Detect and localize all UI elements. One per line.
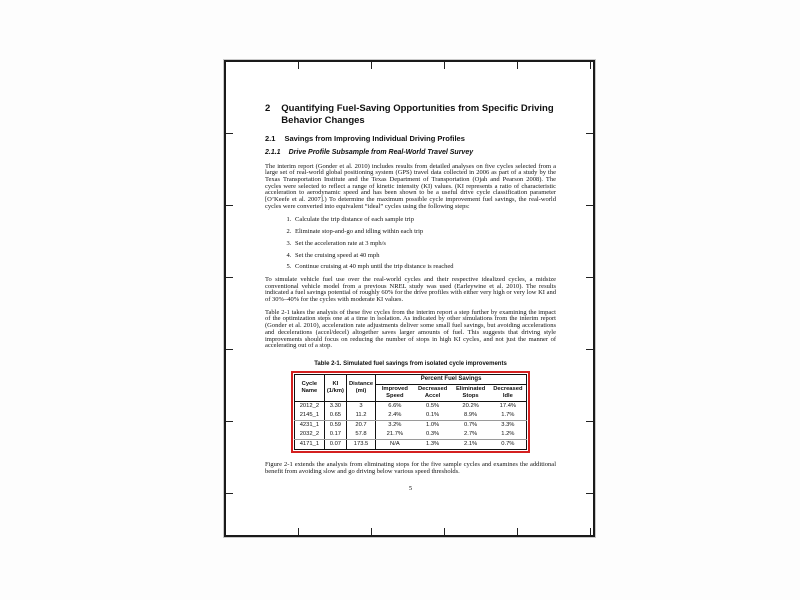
subsubsection-number: 2.1.1 [265, 149, 281, 156]
col-header-improved-speed: Improved Speed [381, 385, 408, 399]
col-header-decreased-idle: Decreased Idle [493, 385, 523, 399]
fuel-savings-table [294, 374, 527, 450]
table-row [294, 401, 526, 411]
cell: 17.4% [499, 402, 517, 409]
cell: 2145_1 [294, 411, 324, 421]
cell: 173.5 [346, 439, 375, 449]
col-group-header-percent-fuel-savings: Percent Fuel Savings [376, 374, 527, 384]
cell: N/A [390, 440, 400, 447]
cell: 0.17 [324, 430, 346, 440]
col-header-distance: Distance (mi) [346, 374, 375, 401]
cell: 1.7% [490, 411, 527, 421]
list-item: 3. Set the acceleration rate at 3 mph/s [293, 241, 556, 248]
subsubsection-title: Drive Profile Subsample from Real-World Travel Survey [288, 149, 474, 156]
cell: 3.30 [324, 401, 346, 411]
cell: 1.0% [426, 421, 440, 428]
cell: 2012_2 [294, 401, 324, 411]
cell: 0.7% [464, 421, 478, 428]
col-header-ki: KI (1/km) [324, 374, 346, 401]
table-caption: Table 2-1. Simulated fuel savings from isolated cycle improvements [314, 360, 507, 367]
paragraph: To simulate vehicle fuel use over the real-world cycles and their respective idealized cycles, a midsize conventional vehicle model from a previous NREL study was used (Earleywine et al. 2010). The results indicated a fuel savings potential of roughly 60% for the drive profiles with either very high or very low KI and of 30%–40% for the cycles with moderate KI values. [265, 275, 556, 304]
paragraph: Figure 2-1 extends the analysis from eliminating stops for the five sample cycles and examines the additional benefit from avoiding slow and go driving below various speed thresholds. [265, 460, 556, 475]
ruler-ticks-bottom [226, 528, 593, 535]
cell: 0.3% [414, 430, 452, 440]
cell: 4231_1 [294, 420, 324, 430]
cell: 3.2% [388, 421, 402, 428]
cell: 20.7 [346, 420, 375, 430]
cell: 57.8 [346, 430, 375, 440]
subsection-title: Savings from Improving Individual Driving Profiles [284, 134, 465, 143]
subsubsection-heading [265, 149, 556, 158]
list-item: 5. Continue cruising at 40 mph until the trip distance is reached [293, 264, 556, 271]
cell: 0.07 [324, 439, 346, 449]
subsection-number: 2.1 [265, 134, 276, 143]
cell: 0.59 [324, 420, 346, 430]
cell: 0.1% [414, 411, 452, 421]
table-row [294, 411, 526, 421]
page-number: 5 [408, 485, 413, 493]
col-header-cycle-name: Cycle Name [294, 374, 324, 401]
cell: 8.9% [452, 411, 490, 421]
table-highlight-box [291, 371, 530, 453]
section-heading [265, 103, 556, 126]
section-number: 2 [265, 103, 271, 114]
cell: 0.65 [324, 411, 346, 421]
cell: 0.5% [426, 402, 440, 409]
table-row [294, 420, 526, 430]
cell: 0.7% [501, 440, 515, 447]
col-header-decreased-accel: Decreased Accel [417, 385, 448, 399]
page-content [226, 62, 593, 493]
cell: 2.1% [464, 440, 478, 447]
paragraph: The interim report (Gonder et al. 2010) includes results from detailed analyses on five cycles selected from a large set of real-world global positioning system (GPS) travel data collected in 2006 as part of a study by the Texas Transportation Institute and the Texas Department of Transportation (Ojah and Pearson 2008). The cycles were selected to reflect a range of kinetic intensity (KI) values. (KI represents a ratio of characteristic acceleration to aerodynamic speed and has been shown to be a useful drive cycle classification parameter [O’Keefe et al. 2007].) To determine the maximum possible cycle improvement fuel savings, the real-world cycles were converted into equivalent “ideal” cycles using the following steps: [265, 162, 556, 210]
cell: 2032_2 [294, 430, 324, 440]
cell: 4171_1 [294, 439, 324, 449]
cell: 1.3% [426, 440, 440, 447]
list-item: 4. Set the cruising speed at 40 mph [293, 253, 556, 260]
table-row [294, 430, 526, 440]
cell: 2.7% [452, 430, 490, 440]
cell: 2.4% [376, 411, 414, 421]
list-item: 2. Eliminate stop-and-go and idling within each trip [293, 229, 556, 236]
cell: 11.2 [346, 411, 375, 421]
subsection-heading [265, 134, 556, 143]
cell: 1.2% [490, 430, 527, 440]
paragraph: Table 2-1 takes the analysis of these five cycles from the interim report a step further by examining the impact of the optimization steps one at a time in isolation. As indicated by other simulations from the interim report (Gonder et al. 2010), acceleration rate adjustments deliver some small fuel savings, but avoiding accelerations and decelerations (accel/decel) altogether saves larger amounts of fuel. This suggests that driving style improvements should focus on reducing the number of stops in high KI cycles, and not just the manner of accelerating out of a stop. [265, 308, 556, 350]
cell: 6.6% [388, 402, 402, 409]
cell: 3.3% [501, 421, 515, 428]
cell: 20.2% [462, 402, 479, 409]
cell: 3 [346, 401, 375, 411]
document-page [224, 60, 595, 537]
table-row [294, 439, 526, 449]
section-title: Quantifying Fuel-Saving Opportunities from Specific Driving Behavior Changes [281, 103, 554, 126]
col-header-eliminated-stops: Eliminated Stops [455, 385, 486, 399]
list-item: 1. Calculate the trip distance of each sample trip [293, 217, 556, 224]
cell: 21.7% [376, 430, 414, 440]
idealization-steps-list [265, 217, 556, 271]
